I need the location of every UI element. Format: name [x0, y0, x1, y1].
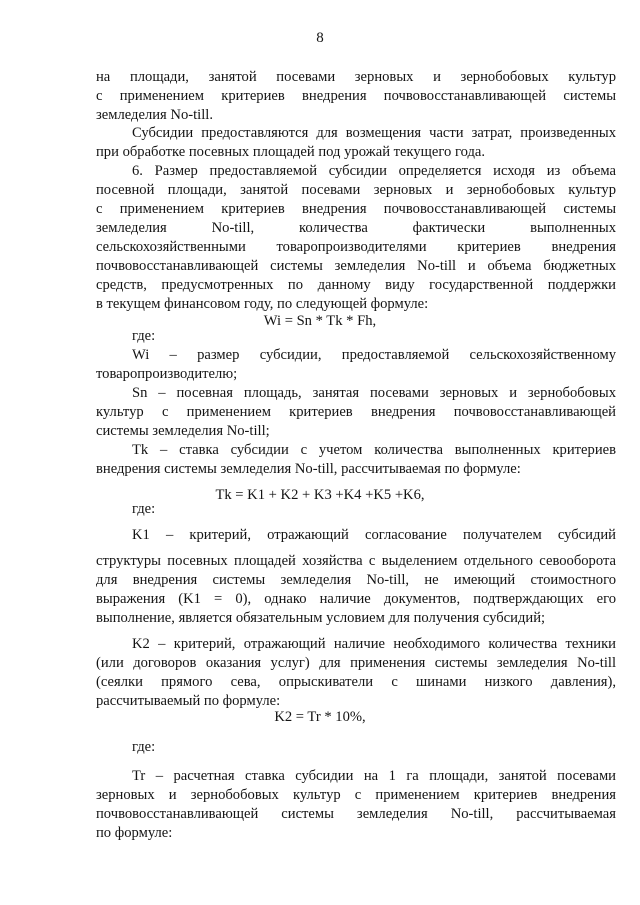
- text-line: для внедрения системы земледелия No-till, не имеющий стоимостного: [96, 572, 616, 588]
- text-line: структуры посевных площадей хозяйства с выделением отдельного севооборота: [96, 553, 616, 569]
- text-line: земледелия No-till.: [96, 107, 213, 123]
- text-line: рассчитываемый по формуле:: [96, 693, 281, 709]
- text-line: системы земледелия No-till;: [96, 423, 270, 439]
- text-line: Tk – ставка субсидии с учетом количества выполненных критериев: [132, 442, 616, 458]
- text-line: с применением критериев внедрения почвовосстанавливающей системы: [96, 201, 616, 217]
- text-line: (или договоров оказания услуг) для применения системы земледелия No-till: [96, 655, 616, 671]
- text-line: выражения (K1 = 0), однако наличие документов, подтверждающих его: [96, 591, 616, 607]
- text-line: Tr – расчетная ставка субсидии на 1 га площади, занятой посевами: [132, 768, 616, 784]
- definitions-wi-sn-tk: [96, 327, 616, 479]
- text-line: с применением критериев внедрения почвовосстанавливающей системы: [96, 88, 616, 104]
- text-line: где:: [132, 501, 156, 517]
- text-line: сельскохозяйственными товаропроизводителями критериев внедрения: [96, 239, 616, 255]
- text-line: зерновых и зернобобовых культур с применением критериев внедрения: [96, 787, 616, 803]
- text-line: внедрения системы земледелия No-till, рассчитываемая по формуле:: [96, 461, 521, 477]
- text-line: где:: [132, 328, 156, 344]
- text-line: в текущем финансовом году, по следующей формуле:: [96, 296, 429, 312]
- text-line: где:: [132, 739, 156, 755]
- text-line: товаропроизводителю;: [96, 366, 238, 382]
- text-line: земледелия No-till, количества фактически выполненных: [96, 220, 616, 236]
- text-line: Wi – размер субсидии, предоставляемой сельскохозяйственному: [132, 347, 616, 363]
- text-line: K1 – критерий, отражающий согласование получателем субсидий: [132, 527, 616, 543]
- formula-wi: Wi = Sn * Tk * Fh,: [263, 313, 377, 329]
- definitions-tr: [96, 738, 616, 843]
- formula-k2: K2 = Tr * 10%,: [274, 709, 366, 725]
- text-line: (сеялки прямого сева, опрыскиватели с шинами низкого давления),: [96, 674, 616, 690]
- text-line: культур с применением критериев внедрения почвовосстанавливающей: [96, 404, 616, 420]
- page-number: 8: [316, 30, 324, 46]
- text-line: K2 – критерий, отражающий наличие необходимого количества техники: [132, 636, 616, 652]
- text-line: выполнение, является обязательным условием для получения субсидий;: [96, 610, 546, 626]
- text-line: по формуле:: [96, 825, 173, 841]
- text-line: при обработке посевных площадей под урожай текущего года.: [96, 144, 486, 160]
- text-line: почвовосстанавливающей системы земледелия No-till и объема бюджетных: [96, 258, 616, 274]
- text-line: 6. Размер предоставляемой субсидии определяется исходя из объема: [132, 163, 616, 179]
- paragraph-continuation: [96, 68, 616, 125]
- text-line: средств, предусмотренных по данному виду государственной поддержки: [96, 277, 616, 293]
- text-line: на площади, занятой посевами зерновых и зернобобовых культур: [96, 69, 616, 85]
- formula-tk: Tk = K1 + K2 + K3 +K4 +K5 +K6,: [215, 487, 425, 503]
- paragraph-subsidy-purpose: [96, 124, 616, 314]
- definitions-k1-k2: [96, 500, 616, 711]
- text-line: посевной площади, занятой посевами зерновых и зернобобовых культур: [96, 182, 616, 198]
- text-line: почвовосстанавливающей системы земледелия No-till, рассчитываемая: [96, 806, 616, 822]
- text-line: Субсидии предоставляются для возмещения части затрат, произведенных: [132, 125, 616, 141]
- text-line: Sn – посевная площадь, занятая посевами зерновых и зернобобовых: [132, 385, 616, 401]
